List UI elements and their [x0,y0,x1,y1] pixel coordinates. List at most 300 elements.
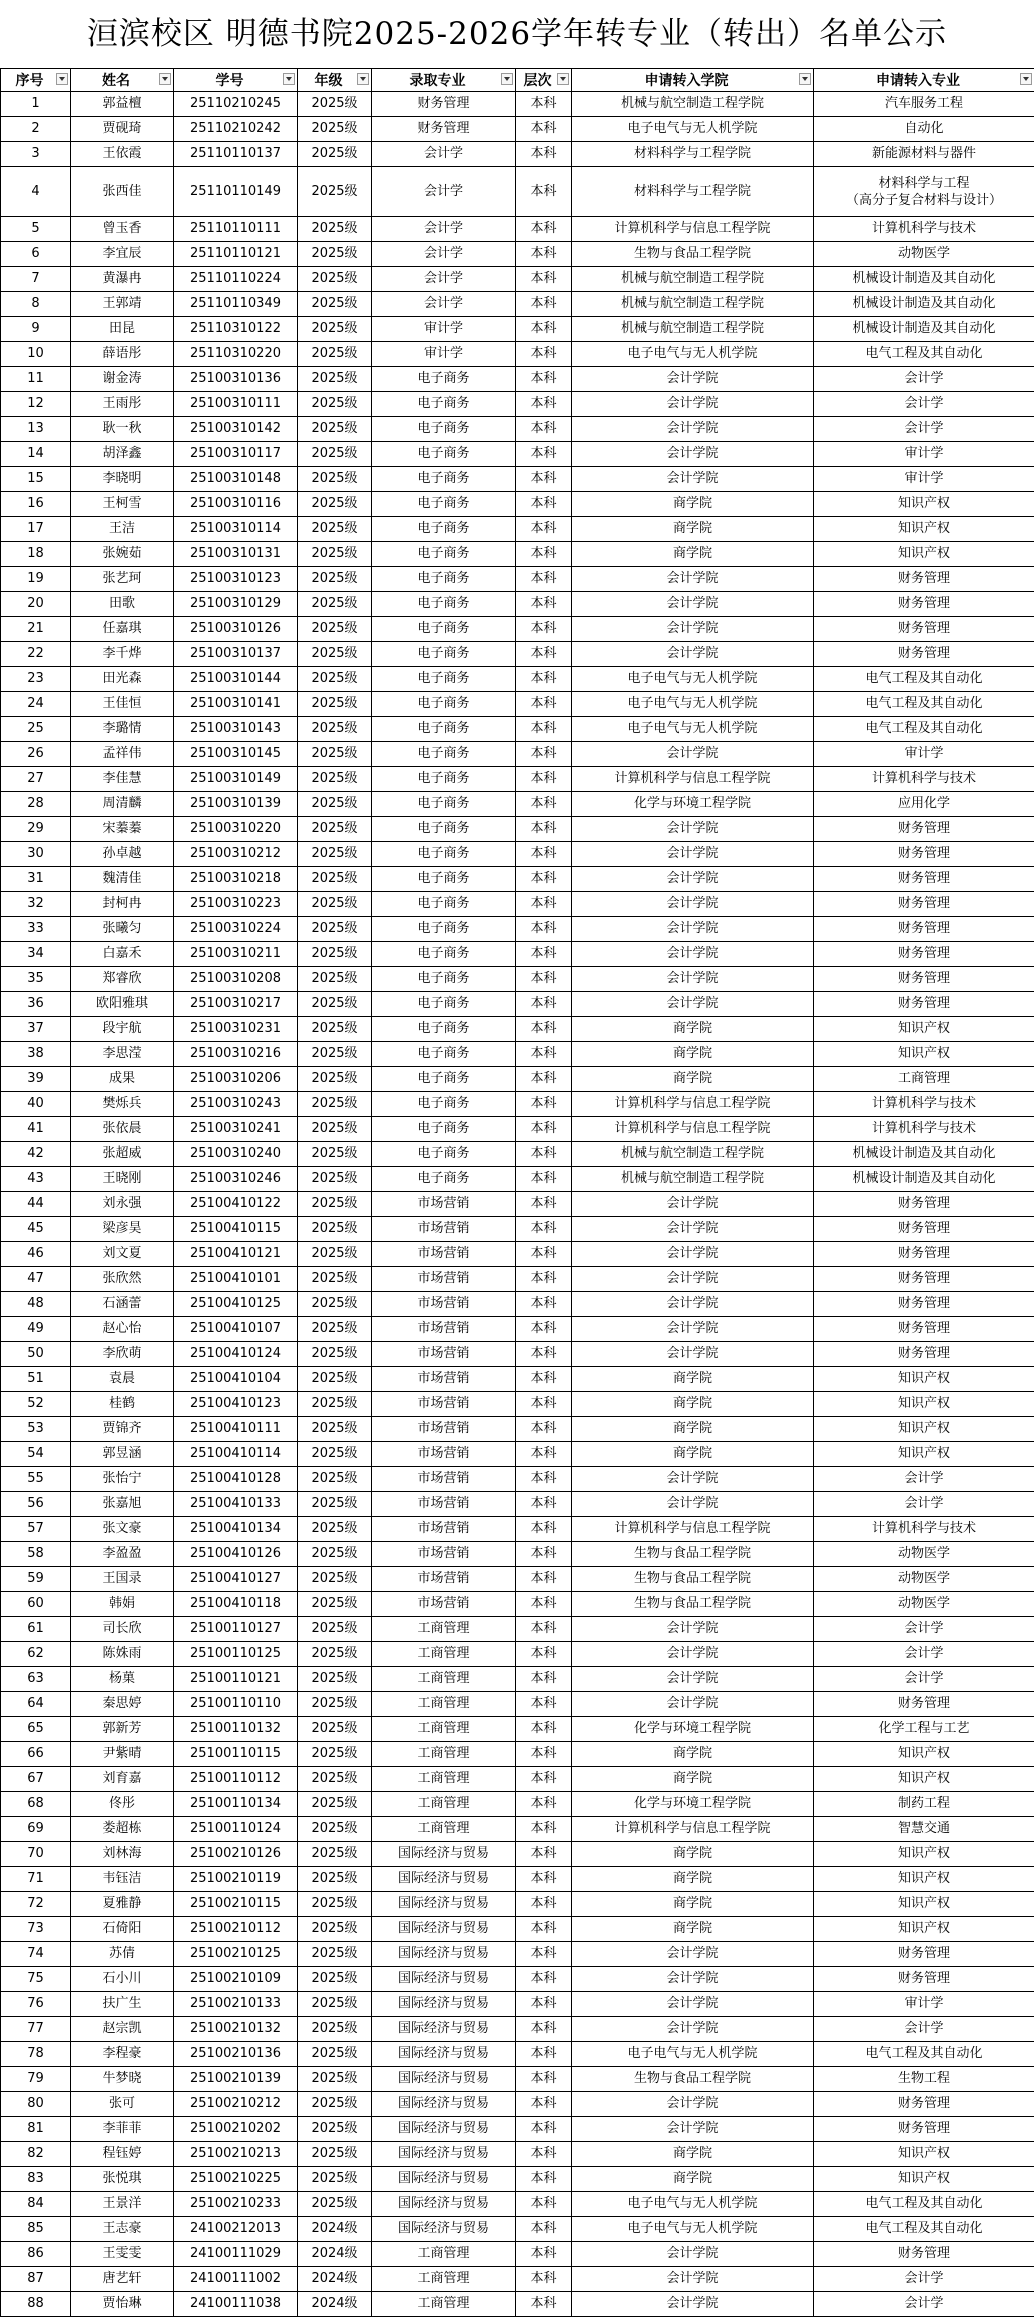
cell-grade[interactable]: 2025级 [298,2042,372,2067]
cell-target-major[interactable]: 知识产权 [814,517,1034,542]
cell-student-id[interactable]: 25100310137 [174,642,298,667]
cell-index[interactable]: 53 [1,1417,71,1442]
cell-index[interactable]: 33 [1,917,71,942]
cell-student-id[interactable]: 25100210109 [174,1967,298,1992]
cell-index[interactable]: 83 [1,2167,71,2192]
cell-target-college[interactable]: 会计学院 [572,1342,814,1367]
cell-index[interactable]: 49 [1,1317,71,1342]
cell-target-major[interactable]: 计算机科学与技术 [814,1092,1034,1117]
cell-target-college[interactable]: 会计学院 [572,1292,814,1317]
cell-name[interactable]: 李菲菲 [71,2117,174,2142]
cell-student-id[interactable]: 25100310129 [174,592,298,617]
cell-name[interactable]: 张悦琪 [71,2167,174,2192]
cell-target-major[interactable]: 财务管理 [814,567,1034,592]
cell-target-college[interactable]: 会计学院 [572,367,814,392]
cell-name[interactable]: 欧阳雅琪 [71,992,174,1017]
cell-student-id[interactable]: 25100410118 [174,1592,298,1617]
cell-index[interactable]: 20 [1,592,71,617]
cell-level[interactable]: 本科 [516,2067,572,2092]
cell-admitted-major[interactable]: 电子商务 [372,642,516,667]
cell-grade[interactable]: 2025级 [298,1392,372,1417]
cell-level[interactable]: 本科 [516,642,572,667]
cell-name[interactable]: 李千烨 [71,642,174,667]
cell-student-id[interactable]: 25100310136 [174,367,298,392]
cell-target-major[interactable]: 财务管理 [814,842,1034,867]
cell-index[interactable]: 27 [1,767,71,792]
cell-name[interactable]: 王佳恒 [71,692,174,717]
cell-index[interactable]: 54 [1,1442,71,1467]
cell-level[interactable]: 本科 [516,1342,572,1367]
cell-student-id[interactable]: 25100310241 [174,1117,298,1142]
cell-grade[interactable]: 2025级 [298,1142,372,1167]
cell-grade[interactable]: 2025级 [298,117,372,142]
cell-student-id[interactable]: 25100310220 [174,817,298,842]
cell-target-college[interactable]: 计算机科学与信息工程学院 [572,1117,814,1142]
cell-target-college[interactable]: 会计学院 [572,917,814,942]
cell-target-college[interactable]: 机械与航空制造工程学院 [572,1167,814,1192]
cell-admitted-major[interactable]: 国际经济与贸易 [372,2042,516,2067]
cell-grade[interactable]: 2025级 [298,1842,372,1867]
cell-grade[interactable]: 2025级 [298,1417,372,1442]
cell-student-id[interactable]: 25100410107 [174,1317,298,1342]
cell-student-id[interactable]: 25100110112 [174,1767,298,1792]
cell-target-major[interactable]: 计算机科学与技术 [814,1117,1034,1142]
cell-grade[interactable]: 2025级 [298,1742,372,1767]
cell-target-major[interactable]: 财务管理 [814,867,1034,892]
cell-grade[interactable]: 2025级 [298,1617,372,1642]
cell-grade[interactable]: 2025级 [298,142,372,167]
cell-admitted-major[interactable]: 市场营销 [372,1442,516,1467]
cell-index[interactable]: 6 [1,242,71,267]
cell-name[interactable]: 苏倩 [71,1942,174,1967]
cell-target-major[interactable]: 工商管理 [814,1067,1034,1092]
cell-target-major[interactable]: 知识产权 [814,1392,1034,1417]
cell-name[interactable]: 贾砚琦 [71,117,174,142]
cell-level[interactable]: 本科 [516,1542,572,1567]
cell-target-major[interactable]: 电气工程及其自动化 [814,667,1034,692]
cell-target-college[interactable]: 会计学院 [572,2017,814,2042]
cell-target-college[interactable]: 计算机科学与信息工程学院 [572,1092,814,1117]
cell-name[interactable]: 韩娟 [71,1592,174,1617]
cell-target-college[interactable]: 商学院 [572,1842,814,1867]
cell-target-major[interactable]: 知识产权 [814,1442,1034,1467]
cell-level[interactable]: 本科 [516,567,572,592]
cell-index[interactable]: 72 [1,1892,71,1917]
cell-student-id[interactable]: 25110310220 [174,342,298,367]
cell-target-major[interactable]: 机械设计制造及其自动化 [814,317,1034,342]
cell-admitted-major[interactable]: 电子商务 [372,867,516,892]
cell-admitted-major[interactable]: 电子商务 [372,692,516,717]
cell-grade[interactable]: 2025级 [298,892,372,917]
cell-name[interactable]: 田光森 [71,667,174,692]
cell-admitted-major[interactable]: 电子商务 [372,742,516,767]
cell-student-id[interactable]: 25100310139 [174,792,298,817]
cell-level[interactable]: 本科 [516,1042,572,1067]
cell-index[interactable]: 28 [1,792,71,817]
cell-index[interactable]: 67 [1,1767,71,1792]
cell-target-major[interactable]: 知识产权 [814,1042,1034,1067]
cell-target-major[interactable]: 机械设计制造及其自动化 [814,1167,1034,1192]
cell-level[interactable]: 本科 [516,792,572,817]
cell-target-college[interactable]: 计算机科学与信息工程学院 [572,1817,814,1842]
cell-target-major[interactable]: 电气工程及其自动化 [814,692,1034,717]
cell-target-major[interactable]: 化学工程与工艺 [814,1717,1034,1742]
cell-target-college[interactable]: 会计学院 [572,1642,814,1667]
cell-target-major[interactable]: 机械设计制造及其自动化 [814,267,1034,292]
cell-admitted-major[interactable]: 电子商务 [372,1117,516,1142]
cell-level[interactable]: 本科 [516,2217,572,2242]
cell-name[interactable]: 佟彤 [71,1792,174,1817]
cell-level[interactable]: 本科 [516,1117,572,1142]
cell-student-id[interactable]: 25100310240 [174,1142,298,1167]
cell-level[interactable]: 本科 [516,217,572,242]
cell-name[interactable]: 李佳慧 [71,767,174,792]
cell-name[interactable]: 张嘉旭 [71,1492,174,1517]
cell-student-id[interactable]: 25100210139 [174,2067,298,2092]
cell-target-major[interactable]: 知识产权 [814,1742,1034,1767]
cell-target-college[interactable]: 会计学院 [572,592,814,617]
cell-target-major[interactable]: 知识产权 [814,492,1034,517]
cell-target-major[interactable]: 知识产权 [814,2167,1034,2192]
cell-target-college[interactable]: 会计学院 [572,642,814,667]
cell-level[interactable]: 本科 [516,242,572,267]
cell-target-major[interactable]: 生物工程 [814,2067,1034,2092]
cell-student-id[interactable]: 25100310224 [174,917,298,942]
cell-student-id[interactable]: 25100310123 [174,567,298,592]
cell-student-id[interactable]: 25110110111 [174,217,298,242]
cell-name[interactable]: 张曦匀 [71,917,174,942]
cell-name[interactable]: 尹紫晴 [71,1742,174,1767]
cell-target-college[interactable]: 会计学院 [572,567,814,592]
cell-target-major[interactable]: 财务管理 [814,917,1034,942]
cell-name[interactable]: 贾锦齐 [71,1417,174,1442]
cell-level[interactable]: 本科 [516,517,572,542]
cell-grade[interactable]: 2025级 [298,1817,372,1842]
cell-student-id[interactable]: 25100410122 [174,1192,298,1217]
filter-dropdown-icon[interactable] [799,73,811,85]
cell-admitted-major[interactable]: 工商管理 [372,1817,516,1842]
cell-level[interactable]: 本科 [516,667,572,692]
cell-grade[interactable]: 2025级 [298,1092,372,1117]
cell-grade[interactable]: 2025级 [298,1367,372,1392]
cell-target-major[interactable]: 动物医学 [814,1567,1034,1592]
cell-grade[interactable]: 2025级 [298,617,372,642]
cell-admitted-major[interactable]: 电子商务 [372,492,516,517]
cell-level[interactable]: 本科 [516,767,572,792]
cell-index[interactable]: 45 [1,1217,71,1242]
cell-index[interactable]: 13 [1,417,71,442]
cell-name[interactable]: 石小川 [71,1967,174,1992]
cell-student-id[interactable]: 25100310231 [174,1017,298,1042]
cell-admitted-major[interactable]: 市场营销 [372,1217,516,1242]
cell-index[interactable]: 62 [1,1642,71,1667]
cell-target-college[interactable]: 电子电气与无人机学院 [572,717,814,742]
cell-admitted-major[interactable]: 电子商务 [372,392,516,417]
cell-target-college[interactable]: 会计学院 [572,1467,814,1492]
cell-level[interactable]: 本科 [516,317,572,342]
cell-name[interactable]: 王晓刚 [71,1167,174,1192]
cell-level[interactable]: 本科 [516,717,572,742]
cell-target-college[interactable]: 商学院 [572,492,814,517]
cell-grade[interactable]: 2025级 [298,392,372,417]
cell-admitted-major[interactable]: 国际经济与贸易 [372,2017,516,2042]
cell-target-college[interactable]: 电子电气与无人机学院 [572,342,814,367]
cell-student-id[interactable]: 25100210136 [174,2042,298,2067]
cell-level[interactable]: 本科 [516,1842,572,1867]
cell-index[interactable]: 30 [1,842,71,867]
cell-admitted-major[interactable]: 会计学 [372,292,516,317]
cell-level[interactable]: 本科 [516,1092,572,1117]
cell-target-major[interactable]: 新能源材料与器件 [814,142,1034,167]
cell-target-college[interactable]: 会计学院 [572,742,814,767]
cell-admitted-major[interactable]: 国际经济与贸易 [372,2092,516,2117]
cell-target-college[interactable]: 材料科学与工程学院 [572,167,814,217]
cell-grade[interactable]: 2025级 [298,442,372,467]
cell-name[interactable]: 刘文夏 [71,1242,174,1267]
cell-student-id[interactable]: 25100210115 [174,1892,298,1917]
cell-level[interactable]: 本科 [516,2017,572,2042]
cell-admitted-major[interactable]: 国际经济与贸易 [372,2142,516,2167]
cell-target-college[interactable]: 会计学院 [572,1192,814,1217]
cell-index[interactable]: 87 [1,2267,71,2292]
cell-index[interactable]: 38 [1,1042,71,1067]
cell-admitted-major[interactable]: 电子商务 [372,767,516,792]
cell-name[interactable]: 张依晨 [71,1117,174,1142]
cell-target-college[interactable]: 商学院 [572,1917,814,1942]
cell-grade[interactable]: 2025级 [298,717,372,742]
cell-target-college[interactable]: 商学院 [572,1867,814,1892]
cell-level[interactable]: 本科 [516,2167,572,2192]
cell-target-major[interactable]: 汽车服务工程 [814,92,1034,117]
cell-index[interactable]: 14 [1,442,71,467]
cell-name[interactable]: 王洁 [71,517,174,542]
cell-level[interactable]: 本科 [516,1517,572,1542]
cell-level[interactable]: 本科 [516,92,572,117]
cell-grade[interactable]: 2025级 [298,2092,372,2117]
cell-grade[interactable]: 2025级 [298,1592,372,1617]
cell-index[interactable]: 68 [1,1792,71,1817]
cell-name[interactable]: 任嘉琪 [71,617,174,642]
cell-student-id[interactable]: 25100410133 [174,1492,298,1517]
cell-grade[interactable]: 2024级 [298,2267,372,2292]
cell-admitted-major[interactable]: 市场营销 [372,1517,516,1542]
cell-admitted-major[interactable]: 国际经济与贸易 [372,1842,516,1867]
cell-target-college[interactable]: 会计学院 [572,1692,814,1717]
cell-target-college[interactable]: 商学院 [572,1892,814,1917]
cell-student-id[interactable]: 24100111029 [174,2242,298,2267]
cell-admitted-major[interactable]: 市场营销 [372,1242,516,1267]
cell-level[interactable]: 本科 [516,617,572,642]
cell-name[interactable]: 封柯冉 [71,892,174,917]
cell-name[interactable]: 张可 [71,2092,174,2117]
cell-target-major[interactable]: 机械设计制造及其自动化 [814,1142,1034,1167]
cell-target-major[interactable]: 制药工程 [814,1792,1034,1817]
cell-index[interactable]: 36 [1,992,71,1017]
cell-grade[interactable]: 2025级 [298,1192,372,1217]
cell-admitted-major[interactable]: 财务管理 [372,117,516,142]
cell-index[interactable]: 74 [1,1942,71,1967]
cell-target-major[interactable]: 财务管理 [814,1942,1034,1967]
cell-target-major[interactable]: 财务管理 [814,1967,1034,1992]
cell-target-major[interactable]: 知识产权 [814,1867,1034,1892]
cell-student-id[interactable]: 25100310243 [174,1092,298,1117]
cell-level[interactable]: 本科 [516,1867,572,1892]
cell-name[interactable]: 王景洋 [71,2192,174,2217]
cell-target-college[interactable]: 计算机科学与信息工程学院 [572,217,814,242]
cell-target-major[interactable]: 审计学 [814,442,1034,467]
cell-target-major[interactable]: 财务管理 [814,1217,1034,1242]
cell-index[interactable]: 17 [1,517,71,542]
cell-level[interactable]: 本科 [516,1792,572,1817]
cell-index[interactable]: 25 [1,717,71,742]
cell-index[interactable]: 57 [1,1517,71,1542]
cell-student-id[interactable]: 25100210213 [174,2142,298,2167]
cell-admitted-major[interactable]: 国际经济与贸易 [372,1992,516,2017]
cell-student-id[interactable]: 25100210126 [174,1842,298,1867]
cell-index[interactable]: 65 [1,1717,71,1742]
cell-level[interactable]: 本科 [516,442,572,467]
cell-index[interactable]: 81 [1,2117,71,2142]
cell-index[interactable]: 73 [1,1917,71,1942]
cell-admitted-major[interactable]: 会计学 [372,142,516,167]
cell-target-college[interactable]: 商学院 [572,1742,814,1767]
cell-grade[interactable]: 2025级 [298,592,372,617]
cell-name[interactable]: 石涵蕾 [71,1292,174,1317]
cell-index[interactable]: 31 [1,867,71,892]
cell-grade[interactable]: 2025级 [298,1242,372,1267]
cell-grade[interactable]: 2025级 [298,417,372,442]
cell-index[interactable]: 34 [1,942,71,967]
cell-admitted-major[interactable]: 工商管理 [372,2292,516,2317]
cell-student-id[interactable]: 25100410115 [174,1217,298,1242]
cell-admitted-major[interactable]: 市场营销 [372,1267,516,1292]
cell-target-college[interactable]: 计算机科学与信息工程学院 [572,1517,814,1542]
cell-name[interactable]: 李宜辰 [71,242,174,267]
cell-student-id[interactable]: 25100310208 [174,967,298,992]
cell-name[interactable]: 牛梦晓 [71,2067,174,2092]
cell-index[interactable]: 9 [1,317,71,342]
cell-name[interactable]: 司长欣 [71,1617,174,1642]
cell-level[interactable]: 本科 [516,142,572,167]
cell-name[interactable]: 扶广生 [71,1992,174,2017]
cell-target-major[interactable]: 知识产权 [814,2142,1034,2167]
cell-student-id[interactable]: 25100310212 [174,842,298,867]
cell-student-id[interactable]: 25100210112 [174,1917,298,1942]
cell-grade[interactable]: 2025级 [298,542,372,567]
cell-grade[interactable]: 2025级 [298,317,372,342]
cell-level[interactable]: 本科 [516,2192,572,2217]
cell-index[interactable]: 39 [1,1067,71,1092]
cell-grade[interactable]: 2025级 [298,367,372,392]
cell-level[interactable]: 本科 [516,1267,572,1292]
cell-admitted-major[interactable]: 财务管理 [372,92,516,117]
cell-name[interactable]: 张艺珂 [71,567,174,592]
cell-target-major[interactable]: 计算机科学与技术 [814,1517,1034,1542]
cell-admitted-major[interactable]: 电子商务 [372,1042,516,1067]
cell-target-major[interactable]: 知识产权 [814,1892,1034,1917]
cell-target-college[interactable]: 会计学院 [572,442,814,467]
filter-dropdown-icon[interactable] [1020,73,1032,85]
cell-name[interactable]: 张怡宁 [71,1467,174,1492]
cell-admitted-major[interactable]: 电子商务 [372,592,516,617]
cell-index[interactable]: 19 [1,567,71,592]
cell-name[interactable]: 魏清佳 [71,867,174,892]
filter-dropdown-icon[interactable] [557,73,569,85]
cell-student-id[interactable]: 25100310149 [174,767,298,792]
cell-level[interactable]: 本科 [516,2142,572,2167]
cell-index[interactable]: 43 [1,1167,71,1192]
cell-name[interactable]: 韦钰洁 [71,1867,174,1892]
cell-index[interactable]: 64 [1,1692,71,1717]
cell-name[interactable]: 孟祥伟 [71,742,174,767]
cell-name[interactable]: 曾玉香 [71,217,174,242]
cell-grade[interactable]: 2025级 [298,1917,372,1942]
cell-target-major[interactable]: 财务管理 [814,617,1034,642]
cell-name[interactable]: 张欣然 [71,1267,174,1292]
cell-student-id[interactable]: 25110310122 [174,317,298,342]
cell-target-major[interactable]: 应用化学 [814,792,1034,817]
cell-student-id[interactable]: 25100110124 [174,1817,298,1842]
cell-grade[interactable]: 2025级 [298,567,372,592]
cell-level[interactable]: 本科 [516,2267,572,2292]
cell-admitted-major[interactable]: 市场营销 [372,1292,516,1317]
cell-target-college[interactable]: 会计学院 [572,992,814,1017]
cell-grade[interactable]: 2025级 [298,767,372,792]
cell-name[interactable]: 白嘉禾 [71,942,174,967]
cell-index[interactable]: 58 [1,1542,71,1567]
cell-index[interactable]: 29 [1,817,71,842]
cell-target-college[interactable]: 会计学院 [572,942,814,967]
cell-grade[interactable]: 2025级 [298,842,372,867]
cell-target-college[interactable]: 会计学院 [572,1942,814,1967]
cell-grade[interactable]: 2025级 [298,2017,372,2042]
cell-grade[interactable]: 2025级 [298,1767,372,1792]
cell-target-college[interactable]: 电子电气与无人机学院 [572,2217,814,2242]
cell-target-major[interactable]: 财务管理 [814,642,1034,667]
filter-dropdown-icon[interactable] [283,73,295,85]
cell-student-id[interactable]: 25100310223 [174,892,298,917]
cell-target-college[interactable]: 会计学院 [572,2092,814,2117]
cell-index[interactable]: 32 [1,892,71,917]
cell-index[interactable]: 1 [1,92,71,117]
cell-admitted-major[interactable]: 电子商务 [372,567,516,592]
cell-name[interactable]: 郭昱涵 [71,1442,174,1467]
cell-target-college[interactable]: 生物与食品工程学院 [572,1542,814,1567]
cell-student-id[interactable]: 24100212013 [174,2217,298,2242]
cell-target-college[interactable]: 商学院 [572,1367,814,1392]
cell-target-college[interactable]: 会计学院 [572,1617,814,1642]
cell-index[interactable]: 8 [1,292,71,317]
cell-name[interactable]: 郑睿欣 [71,967,174,992]
cell-grade[interactable]: 2025级 [298,917,372,942]
cell-target-college[interactable]: 会计学院 [572,1217,814,1242]
cell-name[interactable]: 孙卓越 [71,842,174,867]
cell-student-id[interactable]: 25100310217 [174,992,298,1017]
cell-student-id[interactable]: 25110210245 [174,92,298,117]
cell-name[interactable]: 耿一秋 [71,417,174,442]
cell-target-college[interactable]: 电子电气与无人机学院 [572,2192,814,2217]
cell-level[interactable]: 本科 [516,2242,572,2267]
cell-name[interactable]: 郭益檀 [71,92,174,117]
cell-student-id[interactable]: 25100310218 [174,867,298,892]
cell-target-college[interactable]: 机械与航空制造工程学院 [572,292,814,317]
cell-admitted-major[interactable]: 电子商务 [372,992,516,1017]
cell-grade[interactable]: 2025级 [298,342,372,367]
cell-student-id[interactable]: 25100110110 [174,1692,298,1717]
cell-level[interactable]: 本科 [516,1992,572,2017]
cell-admitted-major[interactable]: 电子商务 [372,667,516,692]
cell-index[interactable]: 44 [1,1192,71,1217]
